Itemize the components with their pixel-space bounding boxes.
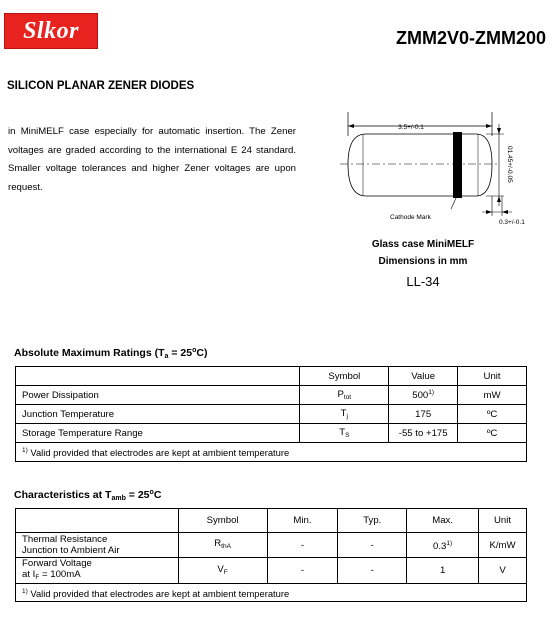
product-description: in MiniMELF case especially for automatic insertion. The Zener voltages are graded according to the international E 24 standard. Smaller voltage tolerances and higher Zener voltages are upon request. xyxy=(8,126,296,193)
document-subtitle: SILICON PLANAR ZENER DIODES xyxy=(7,80,195,92)
header-min: Min. xyxy=(267,509,338,533)
header-unit: Unit xyxy=(479,509,527,533)
header-symbol: Symbol xyxy=(178,509,267,533)
band-dimension-label: 0.3+/-0.1 xyxy=(499,219,525,226)
header-value: Value xyxy=(389,367,458,386)
characteristics-title: Characteristics at $T_{amb} = 25^oC$ xyxy=(14,489,162,502)
part-number-range: ZMM2V0-ZMM200 xyxy=(395,28,546,48)
diameter-dimension-label: 01.45+/-0.05 xyxy=(506,146,513,183)
header-unit: Unit xyxy=(458,367,527,386)
case-caption-line2: Dimensions in mm xyxy=(378,256,468,267)
table-row: Junction Temperature $T_j$ 175 ºC xyxy=(16,405,527,424)
table-footnote-row: $^{1)}$ Valid provided that electrodes are kept at ambient temperature xyxy=(16,584,527,602)
header-typ: Typ. xyxy=(338,509,407,533)
case-caption xyxy=(348,236,498,270)
table-header-row xyxy=(16,509,527,533)
cathode-band xyxy=(453,132,462,198)
header-symbol: Symbol xyxy=(300,367,389,386)
minimelf-dimension-drawing xyxy=(336,112,546,230)
table-footnote-row: $^{1)}$ Valid provided that electrodes are kept at ambient temperature xyxy=(16,443,527,462)
case-caption-line1: Glass case MiniMELF xyxy=(371,239,475,250)
cathode-mark-label: Cathode Mark xyxy=(390,214,431,221)
table-header-row xyxy=(16,367,527,386)
logo-text: Slkor xyxy=(23,17,79,44)
table-row: Storage Temperature Range $T_S$ -55 to +175 ºC xyxy=(16,424,527,443)
abs-max-ratings-table xyxy=(15,366,527,462)
table-row: Forward Voltage at $I_F = 100mA$ $V_F$ - - 1 V xyxy=(16,558,527,584)
characteristics-table xyxy=(15,508,527,602)
header-max: Max. xyxy=(407,509,479,533)
abs-max-ratings-title: Absolute Maximum Ratings $(T_a = 25^oC)$ xyxy=(14,347,208,360)
table-row: Thermal Resistance Junction to Ambient Air $R_{thA}$ - - 0.3$^{1)}$ K/mW xyxy=(16,533,527,558)
brand-logo xyxy=(4,13,98,49)
package-code: LL-34 xyxy=(406,274,440,289)
length-dimension-label: 3.5+/-0.1 xyxy=(398,124,424,131)
table-row: Power Dissipation $P_{tot}$ 500$^{1)}$ mW xyxy=(16,386,527,405)
